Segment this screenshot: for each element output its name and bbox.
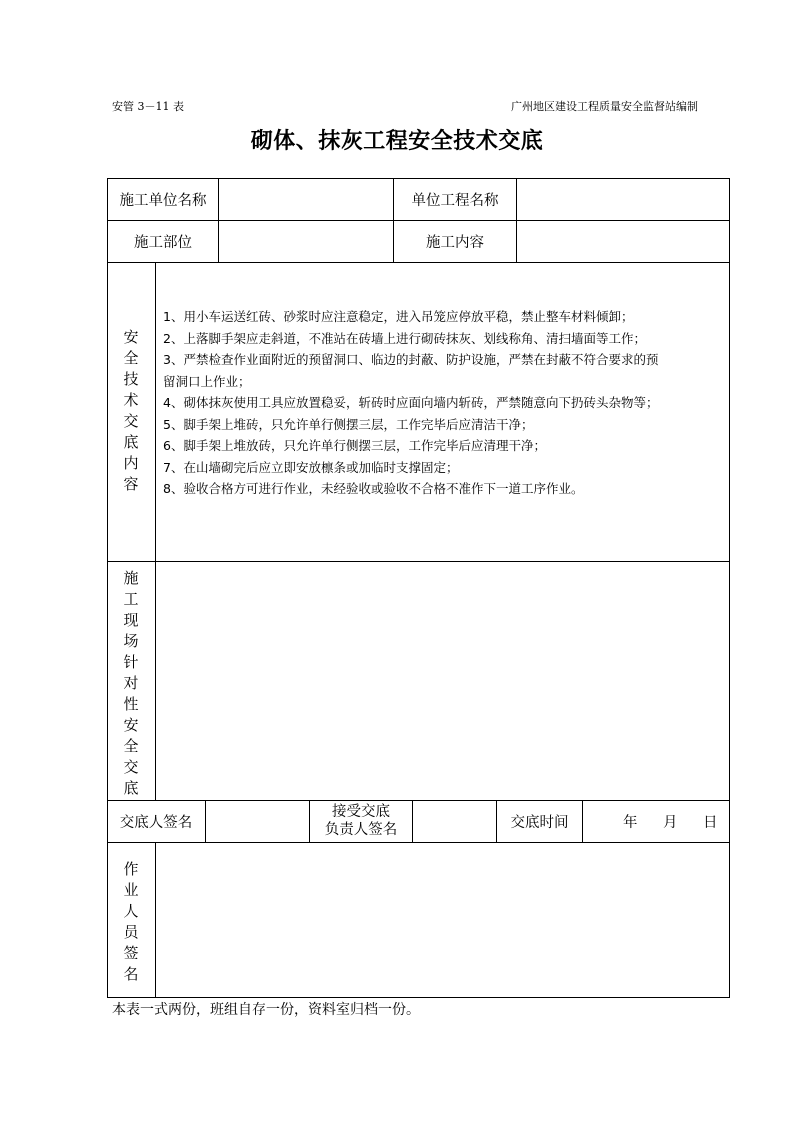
table-border-right (729, 178, 730, 998)
construction-part-input[interactable] (219, 220, 393, 262)
list-item: 留洞口上作业； (163, 373, 251, 389)
briefing-date-field[interactable] (583, 800, 729, 842)
page-title: 砌体、抹灰工程安全技术交底 (250, 128, 544, 154)
list-item: 3、严禁检查作业面附近的预留洞口、临边的封蔽、防护设施，严禁在封蔽不符合要求的预 (163, 352, 659, 367)
site-specific-label: 施 工 现 场 针 对 性 安 全 交 底 (123, 569, 139, 797)
briefing-time-label: 交底时间 (510, 814, 569, 831)
worker-signature-label: 作 业 人 员 签 名 (123, 860, 139, 983)
construction-part-label: 施工部位 (134, 234, 192, 251)
worker-signature-input[interactable] (156, 843, 729, 997)
date-year-label: 年 (623, 815, 638, 831)
list-item: 2、上落脚手架应走斜道，不准站在砖墙上进行砌砖抹灰、划线称角、清扫墙面等工作； (163, 330, 646, 346)
receiver-signature-input[interactable] (413, 800, 496, 842)
list-item: 6、脚手架上堆放砖，只允许单行侧摆三层，工作完毕后应清理干净； (163, 438, 546, 453)
construction-unit-label: 施工单位名称 (119, 192, 207, 209)
construction-content-label: 施工内容 (426, 234, 484, 251)
list-item: 1、用小车运送红砖、砂浆时应注意稳定，进入吊笼应停放平稳，禁止整车材料倾卸； (163, 309, 634, 324)
form-code: 安管 3－11 表 (112, 100, 184, 113)
row-divider (107, 262, 730, 263)
date-day-label: 日 (703, 815, 718, 831)
date-month-label: 月 (663, 815, 678, 831)
briefer-signature-label: 交底人签名 (119, 814, 193, 831)
receiver-signature-label: 接受交底 负责人签名 (324, 804, 398, 838)
project-name-label: 单位工程名称 (411, 192, 499, 209)
safety-content-label: 安 全 技 术 交 底 内 容 (123, 328, 139, 493)
construction-unit-input[interactable] (219, 178, 393, 220)
list-item: 8、验收合格方可进行作业，未经验收或验收不合格不准作下一道工序作业。 (163, 481, 584, 496)
list-item: 7、在山墙砌完后应立即安放檩条或加临时支撑固定； (163, 459, 459, 475)
construction-content-input[interactable] (517, 220, 729, 262)
briefer-signature-input[interactable] (206, 800, 309, 842)
compiled-by: 广州地区建设工程质量安全监督站编制 (511, 100, 698, 113)
list-item: 4、砌体抹灰使用工具应放置稳妥，斩砖时应面向墙内斩砖，严禁随意向下扔砖头杂物等； (163, 395, 659, 410)
project-name-input[interactable] (517, 178, 729, 220)
safety-items-list (163, 306, 723, 500)
table-border-left (107, 178, 108, 998)
list-item: 5、脚手架上堆砖，只允许单行侧摆三层，工作完毕后应清洁干净； (163, 416, 534, 432)
footer-note: 本表一式两份，班组自存一份，资料室归档一份。 (112, 1002, 420, 1018)
site-specific-input[interactable] (156, 562, 729, 800)
table-border-bottom (107, 997, 730, 998)
